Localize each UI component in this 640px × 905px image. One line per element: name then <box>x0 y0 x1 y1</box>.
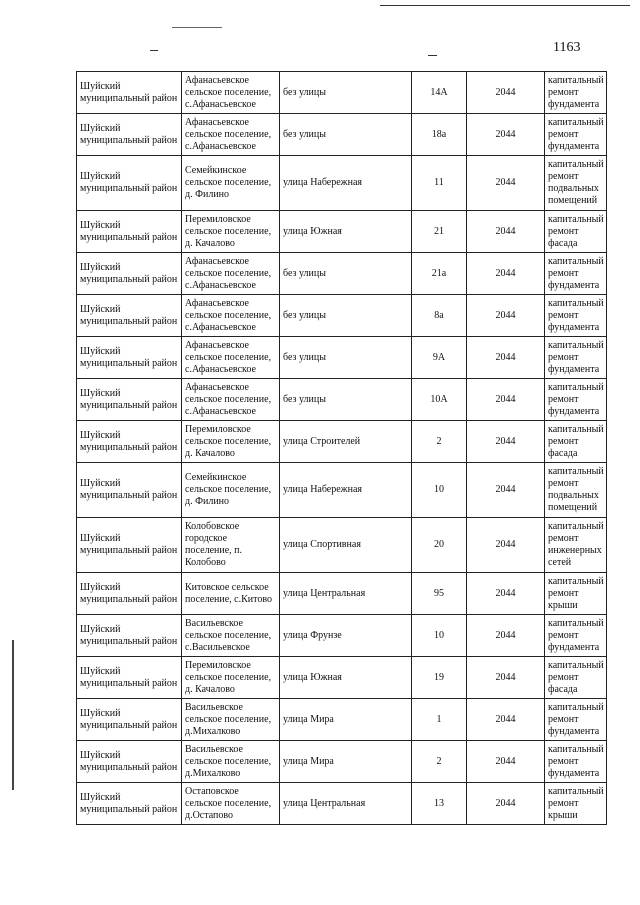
street-cell: улица Строителей <box>280 421 412 463</box>
street-cell: улица Южная <box>280 211 412 253</box>
year-cell: 2044 <box>467 699 545 741</box>
house-number-cell: 10 <box>412 615 467 657</box>
year-cell: 2044 <box>467 615 545 657</box>
year-cell: 2044 <box>467 211 545 253</box>
street-cell: улица Набережная <box>280 156 412 211</box>
street-cell: улица Южная <box>280 657 412 699</box>
district-cell: Шуйский муниципальный район <box>77 114 182 156</box>
house-number-cell: 9А <box>412 337 467 379</box>
district-cell: Шуйский муниципальный район <box>77 699 182 741</box>
settlement-cell: Афанасьевское сельское поселение, с.Афанасьевское <box>182 72 280 114</box>
table-row <box>77 783 607 825</box>
work-type-cell: капитальный ремонт инженерных сетей <box>545 518 607 573</box>
house-number-cell: 2 <box>412 421 467 463</box>
table-row <box>77 573 607 615</box>
district-cell: Шуйский муниципальный район <box>77 253 182 295</box>
settlement-cell: Остаповское сельское поселение, д.Остапово <box>182 783 280 825</box>
street-cell: улица Фрунзе <box>280 615 412 657</box>
settlement-cell: Афанасьевское сельское поселение, с.Афанасьевское <box>182 379 280 421</box>
settlement-cell: Семейкинское сельское поселение, д. Филино <box>182 156 280 211</box>
work-type-cell: капитальный ремонт подвальных помещений <box>545 156 607 211</box>
district-cell: Шуйский муниципальный район <box>77 337 182 379</box>
street-cell: без улицы <box>280 337 412 379</box>
work-type-cell: капитальный ремонт фундамента <box>545 741 607 783</box>
work-type-cell: капитальный ремонт фундамента <box>545 114 607 156</box>
table-row <box>77 295 607 337</box>
work-type-cell: капитальный ремонт фасада <box>545 421 607 463</box>
settlement-cell: Васильевское сельское поселение, с.Васильевское <box>182 615 280 657</box>
work-type-cell: капитальный ремонт фундамента <box>545 699 607 741</box>
house-number-cell: 10 <box>412 463 467 518</box>
work-type-cell: капитальный ремонт фундамента <box>545 295 607 337</box>
settlement-cell: Афанасьевское сельское поселение, с.Афанасьевское <box>182 337 280 379</box>
year-cell: 2044 <box>467 114 545 156</box>
district-cell: Шуйский муниципальный район <box>77 295 182 337</box>
district-cell: Шуйский муниципальный район <box>77 615 182 657</box>
settlement-cell: Китовское сельское поселение, с.Китово <box>182 573 280 615</box>
table-row <box>77 156 607 211</box>
scan-mark-mid <box>428 55 437 56</box>
district-cell: Шуйский муниципальный район <box>77 518 182 573</box>
street-cell: без улицы <box>280 379 412 421</box>
table-row <box>77 518 607 573</box>
house-number-cell: 10А <box>412 379 467 421</box>
district-cell: Шуйский муниципальный район <box>77 211 182 253</box>
work-type-cell: капитальный ремонт подвальных помещений <box>545 463 607 518</box>
house-number-cell: 19 <box>412 657 467 699</box>
work-type-cell: капитальный ремонт крыши <box>545 573 607 615</box>
settlement-cell: Афанасьевское сельское поселение, с.Афанасьевское <box>182 295 280 337</box>
street-cell: улица Спортивная <box>280 518 412 573</box>
repair-registry-table <box>76 71 607 825</box>
settlement-cell: Васильевское сельское поселение, д.Михалково <box>182 741 280 783</box>
year-cell: 2044 <box>467 463 545 518</box>
street-cell: без улицы <box>280 295 412 337</box>
district-cell: Шуйский муниципальный район <box>77 657 182 699</box>
table-row <box>77 421 607 463</box>
table-row <box>77 253 607 295</box>
house-number-cell: 2 <box>412 741 467 783</box>
house-number-cell: 11 <box>412 156 467 211</box>
scan-mark-top-right <box>380 5 630 6</box>
year-cell: 2044 <box>467 518 545 573</box>
district-cell: Шуйский муниципальный район <box>77 741 182 783</box>
year-cell: 2044 <box>467 741 545 783</box>
house-number-cell: 20 <box>412 518 467 573</box>
table-row <box>77 337 607 379</box>
scan-mark-top <box>172 27 222 28</box>
year-cell: 2044 <box>467 72 545 114</box>
table-row <box>77 379 607 421</box>
year-cell: 2044 <box>467 783 545 825</box>
street-cell: без улицы <box>280 114 412 156</box>
work-type-cell: капитальный ремонт крыши <box>545 783 607 825</box>
work-type-cell: капитальный ремонт фундамента <box>545 615 607 657</box>
work-type-cell: капитальный ремонт фасада <box>545 657 607 699</box>
settlement-cell: Васильевское сельское поселение, д.Михалково <box>182 699 280 741</box>
street-cell: без улицы <box>280 253 412 295</box>
street-cell: улица Центральная <box>280 573 412 615</box>
district-cell: Шуйский муниципальный район <box>77 72 182 114</box>
table-row <box>77 615 607 657</box>
settlement-cell: Афанасьевское сельское поселение, с.Афанасьевское <box>182 253 280 295</box>
district-cell: Шуйский муниципальный район <box>77 463 182 518</box>
table-row <box>77 699 607 741</box>
work-type-cell: капитальный ремонт фасада <box>545 211 607 253</box>
house-number-cell: 21а <box>412 253 467 295</box>
street-cell: улица Мира <box>280 699 412 741</box>
table-row <box>77 741 607 783</box>
year-cell: 2044 <box>467 253 545 295</box>
work-type-cell: капитальный ремонт фундамента <box>545 337 607 379</box>
settlement-cell: Семейкинское сельское поселение, д. Филино <box>182 463 280 518</box>
settlement-cell: Перемиловское сельское поселение, д. Качалово <box>182 211 280 253</box>
street-cell: улица Центральная <box>280 783 412 825</box>
table-row <box>77 657 607 699</box>
year-cell: 2044 <box>467 295 545 337</box>
street-cell: улица Набережная <box>280 463 412 518</box>
settlement-cell: Перемиловское сельское поселение, д. Качалово <box>182 657 280 699</box>
settlement-cell: Афанасьевское сельское поселение, с.Афанасьевское <box>182 114 280 156</box>
year-cell: 2044 <box>467 657 545 699</box>
house-number-cell: 14А <box>412 72 467 114</box>
house-number-cell: 8а <box>412 295 467 337</box>
house-number-cell: 1 <box>412 699 467 741</box>
table-row <box>77 211 607 253</box>
street-cell: улица Мира <box>280 741 412 783</box>
district-cell: Шуйский муниципальный район <box>77 379 182 421</box>
district-cell: Шуйский муниципальный район <box>77 783 182 825</box>
table-row <box>77 463 607 518</box>
district-cell: Шуйский муниципальный район <box>77 156 182 211</box>
work-type-cell: капитальный ремонт фундамента <box>545 379 607 421</box>
year-cell: 2044 <box>467 573 545 615</box>
year-cell: 2044 <box>467 421 545 463</box>
scan-mark-vertical <box>12 640 14 790</box>
settlement-cell: Колобовское городское поселение, п. Колобово <box>182 518 280 573</box>
year-cell: 2044 <box>467 337 545 379</box>
table-row <box>77 72 607 114</box>
house-number-cell: 18а <box>412 114 467 156</box>
district-cell: Шуйский муниципальный район <box>77 573 182 615</box>
year-cell: 2044 <box>467 379 545 421</box>
house-number-cell: 95 <box>412 573 467 615</box>
year-cell: 2044 <box>467 156 545 211</box>
scan-mark-left <box>150 50 158 51</box>
work-type-cell: капитальный ремонт фундамента <box>545 253 607 295</box>
page-number: 1163 <box>553 40 581 55</box>
work-type-cell: капитальный ремонт фундамента <box>545 72 607 114</box>
street-cell: без улицы <box>280 72 412 114</box>
settlement-cell: Перемиловское сельское поселение, д. Качалово <box>182 421 280 463</box>
district-cell: Шуйский муниципальный район <box>77 421 182 463</box>
table-row <box>77 114 607 156</box>
house-number-cell: 21 <box>412 211 467 253</box>
house-number-cell: 13 <box>412 783 467 825</box>
